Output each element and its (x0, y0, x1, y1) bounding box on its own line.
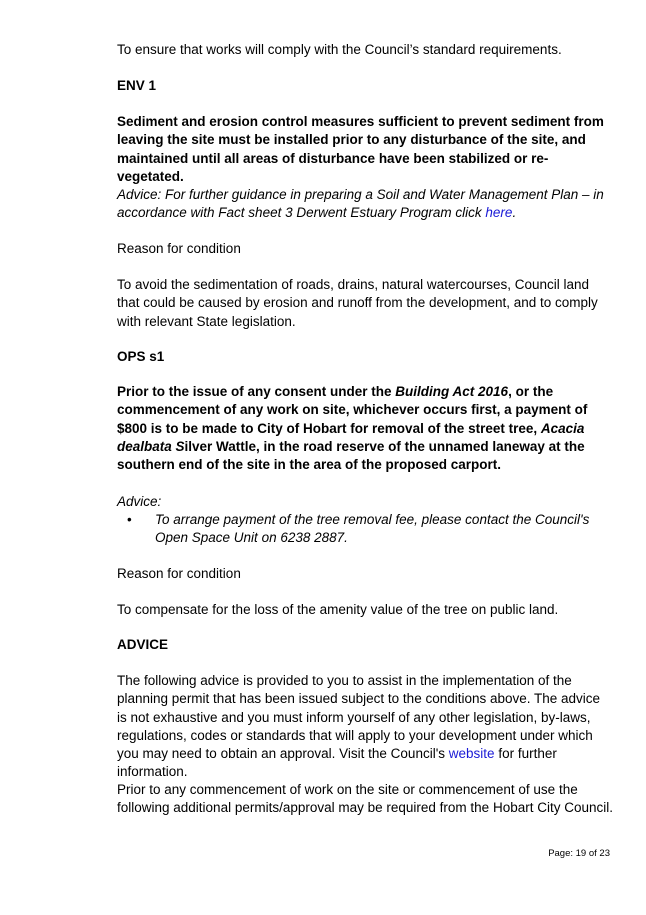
advice-heading: ADVICE (117, 637, 169, 652)
env1-reason-label: Reason for condition (117, 241, 241, 256)
ops1-cond-part2: , or the commencement of any work on site, whichever occurs first, a payment of $800 is to be made to City of Hobart for removal of the street tree, (117, 384, 588, 436)
env1-advice-text: Advice: For further guidance in preparing a Soil and Water Management Plan – in accordance with Fact sheet 3 Derwent Estuary Program click (117, 187, 604, 221)
advice-paragraph-2: Prior to any commencement of work on the site or commencement of use the following additional permits/approval may be required from the Hobart City Council. (117, 782, 613, 816)
advice-para1-end: for further information. (117, 746, 557, 780)
ops1-heading: OPS s1 (117, 349, 165, 364)
ops1-cond-part1: Prior to the issue of any consent under the (117, 384, 396, 399)
page-number: Page: 19 of 23 (548, 848, 610, 859)
env1-heading: ENV 1 (117, 78, 157, 93)
advice-paragraph-1 (117, 672, 613, 782)
env1-advice-end: . (512, 205, 517, 221)
bullet-icon: • (127, 512, 132, 527)
env1-advice (117, 186, 613, 223)
advice-para1-text: The following advice is provided to you to assist in the implementation of the planning permit that has been issued subject to the conditions above. The advice is not exhaustive and you must inform yourself of any other legislation, by-laws, regulations, codes or standards that will apply to your development under which you may need to obtain an approval. Visit the Council's (117, 673, 601, 762)
ops1-advice-label: Advice: (117, 494, 162, 509)
ops1-cond-part3: ilver Wattle, in the road reserve of the unnamed laneway at the southern end of the site in the area of the proposed carport. (117, 438, 585, 473)
ops1-advice-list-item (117, 511, 613, 548)
env1-advice-link[interactable]: here (485, 205, 513, 221)
ops1-cond-act: Building Act 2016 (395, 384, 509, 399)
env1-reason: To avoid the sedimentation of roads, drains, natural watercourses, Council land that could be caused by erosion and runoff from the development, and to comply with relevant State legislation. (117, 277, 598, 329)
ops1-advice-bullet-text: To arrange payment of the tree removal fee, please contact the Council's Open Space Unit on 6238 2887. (155, 512, 590, 546)
intro-paragraph: To ensure that works will comply with the Council’s standard requirements. (117, 42, 562, 57)
ops1-cond-species: Acacia dealbata S (117, 420, 585, 454)
env1-condition: Sediment and erosion control measures sufficient to prevent sediment from leaving the site must be installed prior to any disturbance of the site, and maintained until all areas of disturbance have been stabilized or re-vegetated. (117, 114, 604, 184)
ops1-reason-label: Reason for condition (117, 566, 241, 581)
ops1-condition (117, 383, 613, 474)
ops1-reason: To compensate for the loss of the amenity value of the tree on public land. (117, 602, 559, 617)
website-link[interactable]: website (448, 746, 495, 762)
